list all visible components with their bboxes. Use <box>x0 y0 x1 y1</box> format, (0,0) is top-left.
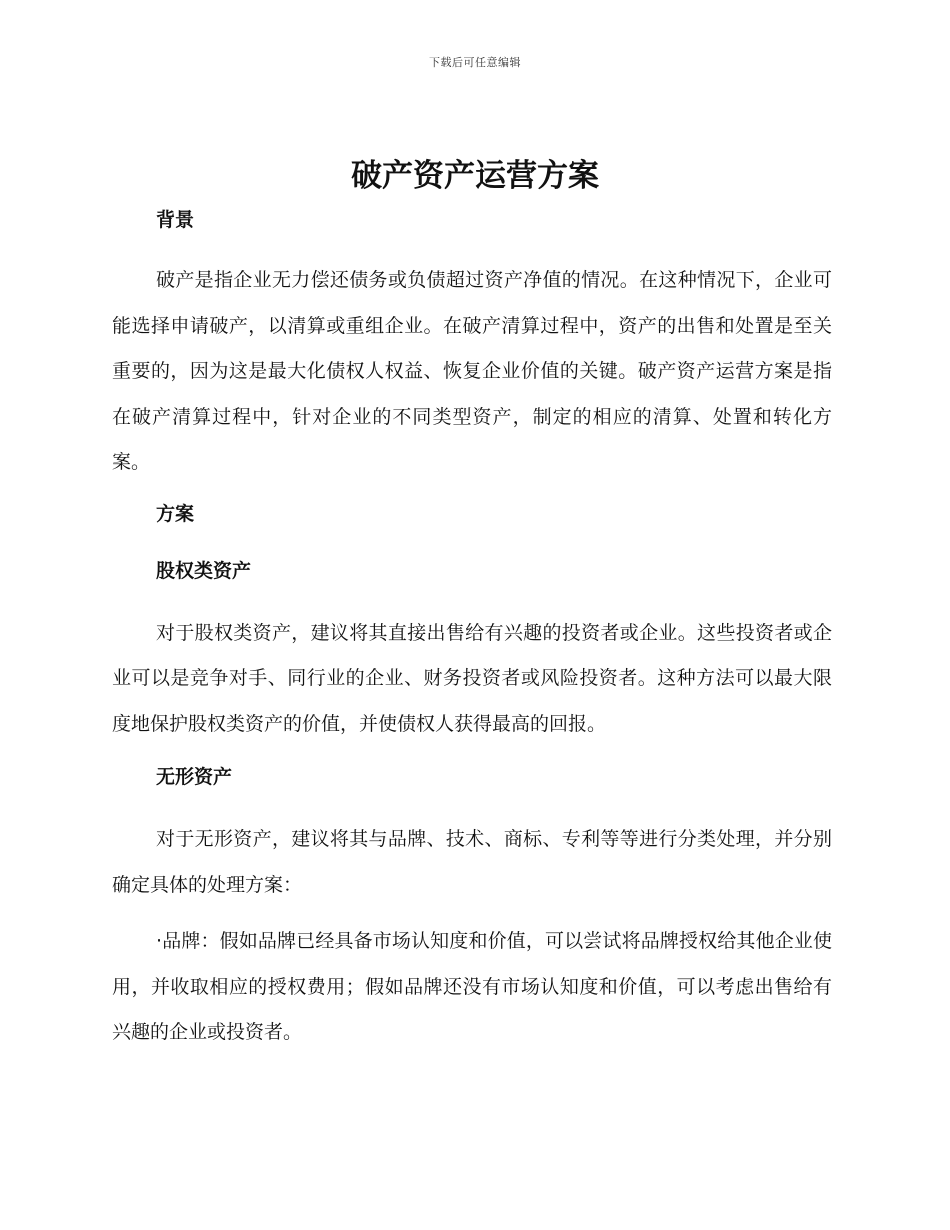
document-body <box>112 196 832 1056</box>
paragraph-intangible-assets: 对于无形资产，建议将其与品牌、技术、商标、专利等等进行分类处理，并分别确定具体的处理方案： <box>112 828 832 896</box>
paragraph-equity-assets: 对于股权类资产，建议将其直接出售给有兴趣的投资者或企业。这些投资者或企业可以是竞争对手、同行业的企业、财务投资者或风险投资者。这种方法可以最大限度地保护股权类资产的价值，并使债权人获得最高的回报。 <box>112 621 832 735</box>
paragraph-background: 破产是指企业无力偿还债务或负债超过资产净值的情况。在这种情况下，企业可能选择申请破产，以清算或重组企业。在破产清算过程中，资产的出售和处置是至关重要的，因为这是最大化债权人权益、恢复企业价值的关键。破产资产运营方案是指在破产清算过程中，针对企业的不同类型资产，制定的相应的清算、处置和转化方案。 <box>112 269 832 473</box>
section-heading-plan: 方案 <box>156 502 195 525</box>
document-title: 破产资产运营方案 <box>351 158 599 194</box>
section-heading-background: 背景 <box>156 209 195 231</box>
section-heading-equity-assets: 股权类资产 <box>156 559 252 582</box>
bullet-item-brand <box>112 919 832 1056</box>
header-note: 下载后可任意编辑 <box>429 56 521 69</box>
bullet-text: 品牌：假如品牌已经具备市场认知度和价值，可以尝试将品牌授权给其他企业使用，并收取相应的授权费用；假如品牌还没有市场认知度和价值，可以考虑出售给有兴趣的企业或投资者。 <box>112 930 832 1043</box>
section-heading-intangible-assets: 无形资产 <box>156 766 233 788</box>
bullet-marker: · <box>156 930 163 952</box>
